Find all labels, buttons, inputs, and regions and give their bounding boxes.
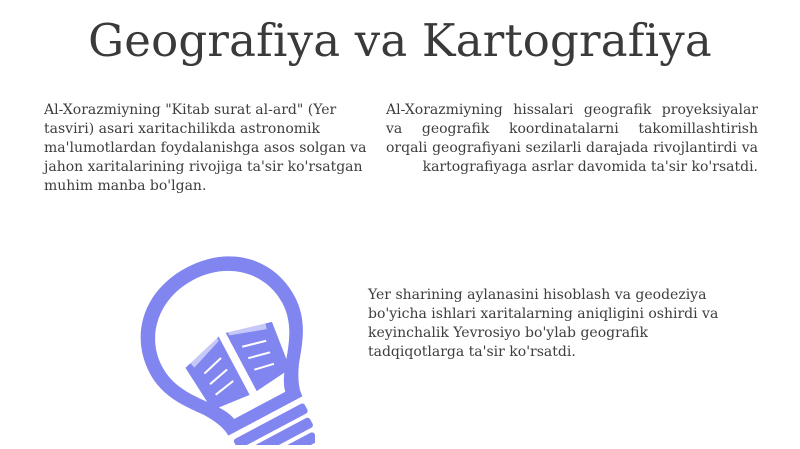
paragraph-earth-circumference: Yer sharining aylanasini hisoblash va geodeziya bo'yicha ishlari xaritalarning aniqligini oshirdi va keyinchalik Yevrosiyo bo'ylab geografik tadqiqotlarga ta'sir ko'rsatdi. [368, 287, 719, 360]
paragraph-geographic-projections: Al-Xorazmiyning hissalari geografik proyeksiyalar va geografik koordinatalarni takomillashtirish orqali geografiyani sezilarli darajada rivojlantirdi va kartografiyaga asrlar davomida ta'sir ko'rsatdi. [386, 102, 758, 175]
slide-title: Geografiya va Kartografiya [88, 14, 712, 67]
paragraph-kitab-surat: Al-Xorazmiyning "Kitab surat al-ard" (Yer tasviri) asari xaritachilikda astronomik ma'lumotlardan foydalanishga asos solgan va jahon xaritalarining rivojiga ta'sir ko'rsatgan muhim manba bo'lgan. [44, 102, 367, 194]
lightbulb-book-icon [95, 250, 315, 445]
